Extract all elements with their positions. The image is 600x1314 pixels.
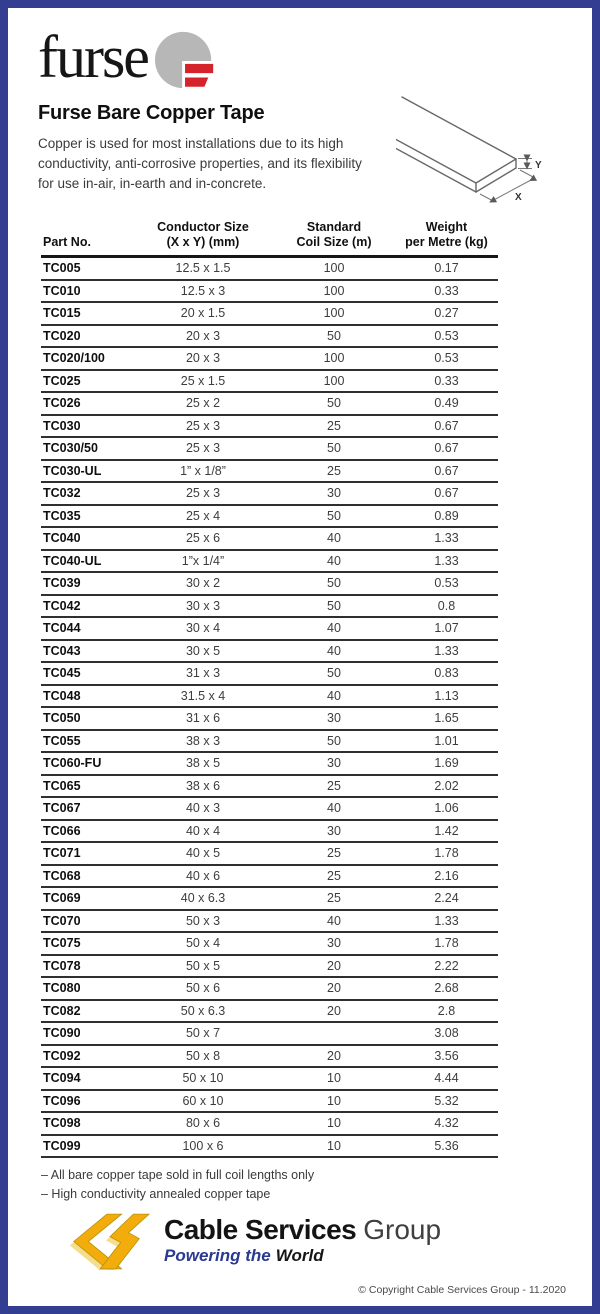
copyright-text: © Copyright Cable Services Group - 11.2020 [358, 1284, 566, 1296]
conductor-size-cell: 50 x 6.3 [133, 1000, 273, 1023]
part-no-cell: TC025 [41, 370, 133, 393]
weight-cell: 2.68 [395, 977, 498, 1000]
part-no-cell: TC050 [41, 707, 133, 730]
col-header-part-no: Part No. [41, 220, 133, 257]
weight-cell: 0.67 [395, 460, 498, 483]
part-no-cell: TC060-FU [41, 752, 133, 775]
coil-size-cell: 40 [273, 617, 395, 640]
table-row [41, 1022, 498, 1045]
weight-cell: 2.8 [395, 1000, 498, 1023]
table-row [41, 437, 498, 460]
conductor-size-cell: 25 x 2 [133, 392, 273, 415]
table-row [41, 370, 498, 393]
conductor-size-cell: 25 x 3 [133, 437, 273, 460]
conductor-size-cell: 20 x 3 [133, 325, 273, 348]
conductor-size-cell: 1” x 1/8” [133, 460, 273, 483]
coil-size-cell: 10 [273, 1135, 395, 1158]
table-row [41, 1000, 498, 1023]
weight-cell: 0.53 [395, 347, 498, 370]
table-row [41, 257, 498, 280]
weight-cell: 1.78 [395, 842, 498, 865]
table-row [41, 1112, 498, 1135]
part-no-cell: TC040-UL [41, 550, 133, 573]
part-no-cell: TC010 [41, 280, 133, 303]
part-no-cell: TC071 [41, 842, 133, 865]
coil-size-cell: 30 [273, 752, 395, 775]
coil-size-cell: 10 [273, 1090, 395, 1113]
table-row [41, 842, 498, 865]
diagram-label-x: X [515, 192, 522, 203]
coil-size-cell: 30 [273, 707, 395, 730]
table-row [41, 977, 498, 1000]
table-row [41, 775, 498, 798]
weight-cell: 0.67 [395, 415, 498, 438]
conductor-size-cell: 80 x 6 [133, 1112, 273, 1135]
weight-cell: 5.32 [395, 1090, 498, 1113]
coil-size-cell: 100 [273, 347, 395, 370]
weight-cell: 1.33 [395, 640, 498, 663]
weight-cell: 1.42 [395, 820, 498, 843]
part-no-cell: TC090 [41, 1022, 133, 1045]
weight-cell: 0.67 [395, 437, 498, 460]
weight-cell: 3.08 [395, 1022, 498, 1045]
table-row [41, 797, 498, 820]
coil-size-cell: 100 [273, 257, 395, 280]
conductor-size-cell: 30 x 3 [133, 595, 273, 618]
conductor-size-cell: 50 x 7 [133, 1022, 273, 1045]
part-no-cell: TC092 [41, 1045, 133, 1068]
table-row [41, 595, 498, 618]
weight-cell: 1.06 [395, 797, 498, 820]
coil-size-cell: 25 [273, 460, 395, 483]
coil-size-cell: 20 [273, 1045, 395, 1068]
furse-logo-icon [154, 30, 218, 97]
table-header [41, 220, 498, 257]
part-no-cell: TC066 [41, 820, 133, 843]
part-no-cell: TC030/50 [41, 437, 133, 460]
conductor-size-cell: 12.5 x 3 [133, 280, 273, 303]
coil-size-cell [273, 1022, 395, 1045]
coil-size-cell: 40 [273, 910, 395, 933]
coil-size-cell: 40 [273, 550, 395, 573]
conductor-size-cell: 20 x 1.5 [133, 302, 273, 325]
weight-cell: 1.65 [395, 707, 498, 730]
part-no-cell: TC048 [41, 685, 133, 708]
part-no-cell: TC070 [41, 910, 133, 933]
conductor-size-cell: 20 x 3 [133, 347, 273, 370]
part-no-cell: TC068 [41, 865, 133, 888]
conductor-size-cell: 30 x 2 [133, 572, 273, 595]
conductor-size-cell: 31.5 x 4 [133, 685, 273, 708]
copper-tape-spec-table [41, 220, 498, 1158]
table-row [41, 392, 498, 415]
cable-services-mark-icon [62, 1213, 152, 1275]
part-no-cell: TC098 [41, 1112, 133, 1135]
coil-size-cell: 40 [273, 640, 395, 663]
part-no-cell: TC042 [41, 595, 133, 618]
weight-cell: 0.33 [395, 370, 498, 393]
coil-size-cell: 50 [273, 662, 395, 685]
table-row [41, 955, 498, 978]
conductor-size-cell: 100 x 6 [133, 1135, 273, 1158]
part-no-cell: TC065 [41, 775, 133, 798]
coil-size-cell: 20 [273, 955, 395, 978]
weight-cell: 4.44 [395, 1067, 498, 1090]
weight-cell: 5.36 [395, 1135, 498, 1158]
conductor-size-cell: 12.5 x 1.5 [133, 257, 273, 280]
conductor-size-cell: 25 x 4 [133, 505, 273, 528]
weight-cell: 0.53 [395, 325, 498, 348]
table-row [41, 865, 498, 888]
furse-logo-text: furse [38, 24, 148, 90]
conductor-size-cell: 38 x 5 [133, 752, 273, 775]
coil-size-cell: 25 [273, 865, 395, 888]
conductor-size-cell: 50 x 6 [133, 977, 273, 1000]
weight-cell: 2.22 [395, 955, 498, 978]
part-no-cell: TC099 [41, 1135, 133, 1158]
weight-cell: 2.16 [395, 865, 498, 888]
weight-cell: 0.8 [395, 595, 498, 618]
conductor-size-cell: 50 x 4 [133, 932, 273, 955]
coil-size-cell: 40 [273, 527, 395, 550]
coil-size-cell: 50 [273, 437, 395, 460]
table-row [41, 347, 498, 370]
part-no-cell: TC094 [41, 1067, 133, 1090]
conductor-size-cell: 50 x 3 [133, 910, 273, 933]
conductor-size-cell: 50 x 5 [133, 955, 273, 978]
coil-size-cell: 40 [273, 797, 395, 820]
conductor-size-cell: 25 x 3 [133, 415, 273, 438]
part-no-cell: TC005 [41, 257, 133, 280]
weight-cell: 4.32 [395, 1112, 498, 1135]
table-row [41, 302, 498, 325]
coil-size-cell: 10 [273, 1112, 395, 1135]
table-row [41, 820, 498, 843]
part-no-cell: TC075 [41, 932, 133, 955]
table-row [41, 1135, 498, 1158]
part-no-cell: TC045 [41, 662, 133, 685]
weight-cell: 0.53 [395, 572, 498, 595]
footnotes [41, 1166, 592, 1204]
conductor-size-cell: 40 x 3 [133, 797, 273, 820]
conductor-size-cell: 40 x 5 [133, 842, 273, 865]
table-row [41, 415, 498, 438]
part-no-cell: TC035 [41, 505, 133, 528]
weight-cell: 1.33 [395, 910, 498, 933]
conductor-size-cell: 38 x 6 [133, 775, 273, 798]
table-row [41, 730, 498, 753]
part-no-cell: TC096 [41, 1090, 133, 1113]
table-row [41, 1090, 498, 1113]
footer [42, 1213, 566, 1296]
coil-size-cell: 50 [273, 325, 395, 348]
table-row [41, 1045, 498, 1068]
part-no-cell: TC015 [41, 302, 133, 325]
weight-cell: 0.49 [395, 392, 498, 415]
weight-cell: 0.83 [395, 662, 498, 685]
tape-dimension-diagram [396, 84, 568, 212]
part-no-cell: TC078 [41, 955, 133, 978]
coil-size-cell: 25 [273, 842, 395, 865]
footnote: – High conductivity annealed copper tape [41, 1187, 271, 1201]
table-row [41, 505, 498, 528]
col-header-coil-size: Standard Coil Size (m) [273, 220, 395, 257]
part-no-cell: TC032 [41, 482, 133, 505]
coil-size-cell: 30 [273, 820, 395, 843]
part-no-cell: TC026 [41, 392, 133, 415]
part-no-cell: TC030-UL [41, 460, 133, 483]
conductor-size-cell: 50 x 8 [133, 1045, 273, 1068]
diagram-label-y: Y [535, 160, 542, 171]
conductor-size-cell: 40 x 6 [133, 865, 273, 888]
conductor-size-cell: 31 x 6 [133, 707, 273, 730]
coil-size-cell: 100 [273, 370, 395, 393]
table-row [41, 550, 498, 573]
part-no-cell: TC082 [41, 1000, 133, 1023]
brand-name: Cable Services [164, 1214, 357, 1245]
part-no-cell: TC044 [41, 617, 133, 640]
part-no-cell: TC020/100 [41, 347, 133, 370]
weight-cell: 3.56 [395, 1045, 498, 1068]
part-no-cell: TC055 [41, 730, 133, 753]
coil-size-cell: 50 [273, 730, 395, 753]
conductor-size-cell: 25 x 6 [133, 527, 273, 550]
table-row [41, 707, 498, 730]
conductor-size-cell: 25 x 3 [133, 482, 273, 505]
conductor-size-cell: 38 x 3 [133, 730, 273, 753]
weight-cell: 1.33 [395, 527, 498, 550]
coil-size-cell: 100 [273, 280, 395, 303]
part-no-cell: TC080 [41, 977, 133, 1000]
cable-services-logo [62, 1213, 566, 1275]
table-row [41, 910, 498, 933]
table-row [41, 527, 498, 550]
table-row [41, 460, 498, 483]
coil-size-cell: 20 [273, 1000, 395, 1023]
coil-size-cell: 20 [273, 977, 395, 1000]
coil-size-cell: 40 [273, 685, 395, 708]
part-no-cell: TC069 [41, 887, 133, 910]
table-row [41, 572, 498, 595]
weight-cell: 2.02 [395, 775, 498, 798]
coil-size-cell: 25 [273, 775, 395, 798]
table-row [41, 662, 498, 685]
coil-size-cell: 50 [273, 595, 395, 618]
conductor-size-cell: 30 x 5 [133, 640, 273, 663]
conductor-size-cell: 1”x 1/4” [133, 550, 273, 573]
coil-size-cell: 25 [273, 415, 395, 438]
coil-size-cell: 30 [273, 482, 395, 505]
part-no-cell: TC039 [41, 572, 133, 595]
brand-group-label: Group [363, 1214, 442, 1245]
weight-cell: 1.69 [395, 752, 498, 775]
weight-cell: 0.17 [395, 257, 498, 280]
weight-cell: 1.78 [395, 932, 498, 955]
table-row [41, 752, 498, 775]
weight-cell: 1.07 [395, 617, 498, 640]
weight-cell: 0.27 [395, 302, 498, 325]
weight-cell: 1.01 [395, 730, 498, 753]
table-row [41, 932, 498, 955]
weight-cell: 1.33 [395, 550, 498, 573]
part-no-cell: TC043 [41, 640, 133, 663]
cable-services-wordmark [164, 1213, 441, 1265]
product-description: Copper is used for most installations due to its high conductivity, anti-corrosive properties, and its flexibility for use in-air, in-earth and in-concrete. [38, 136, 362, 191]
part-no-cell: TC020 [41, 325, 133, 348]
table-row [41, 325, 498, 348]
coil-size-cell: 10 [273, 1067, 395, 1090]
coil-size-cell: 30 [273, 932, 395, 955]
coil-size-cell: 50 [273, 505, 395, 528]
coil-size-cell: 50 [273, 392, 395, 415]
table-row [41, 280, 498, 303]
page-title: Furse Bare Copper Tape [38, 102, 265, 124]
conductor-size-cell: 40 x 6.3 [133, 887, 273, 910]
coil-size-cell: 100 [273, 302, 395, 325]
col-header-weight: Weight per Metre (kg) [395, 220, 498, 257]
conductor-size-cell: 60 x 10 [133, 1090, 273, 1113]
conductor-size-cell: 31 x 3 [133, 662, 273, 685]
furse-logo [38, 24, 592, 92]
conductor-size-cell: 40 x 4 [133, 820, 273, 843]
table-row [41, 482, 498, 505]
coil-size-cell: 25 [273, 887, 395, 910]
table-row [41, 617, 498, 640]
conductor-size-cell: 25 x 1.5 [133, 370, 273, 393]
weight-cell: 1.13 [395, 685, 498, 708]
weight-cell: 0.67 [395, 482, 498, 505]
table-row [41, 1067, 498, 1090]
part-no-cell: TC030 [41, 415, 133, 438]
table-row [41, 640, 498, 663]
part-no-cell: TC040 [41, 527, 133, 550]
weight-cell: 2.24 [395, 887, 498, 910]
brand-tagline: Powering the World [164, 1246, 324, 1265]
table-body [41, 257, 498, 1158]
conductor-size-cell: 50 x 10 [133, 1067, 273, 1090]
footnote: – All bare copper tape sold in full coil lengths only [41, 1168, 315, 1182]
table-row [41, 685, 498, 708]
table-row [41, 887, 498, 910]
coil-size-cell: 50 [273, 572, 395, 595]
part-no-cell: TC067 [41, 797, 133, 820]
weight-cell: 0.33 [395, 280, 498, 303]
weight-cell: 0.89 [395, 505, 498, 528]
col-header-conductor-size: Conductor Size (X x Y) (mm) [133, 220, 273, 257]
conductor-size-cell: 30 x 4 [133, 617, 273, 640]
